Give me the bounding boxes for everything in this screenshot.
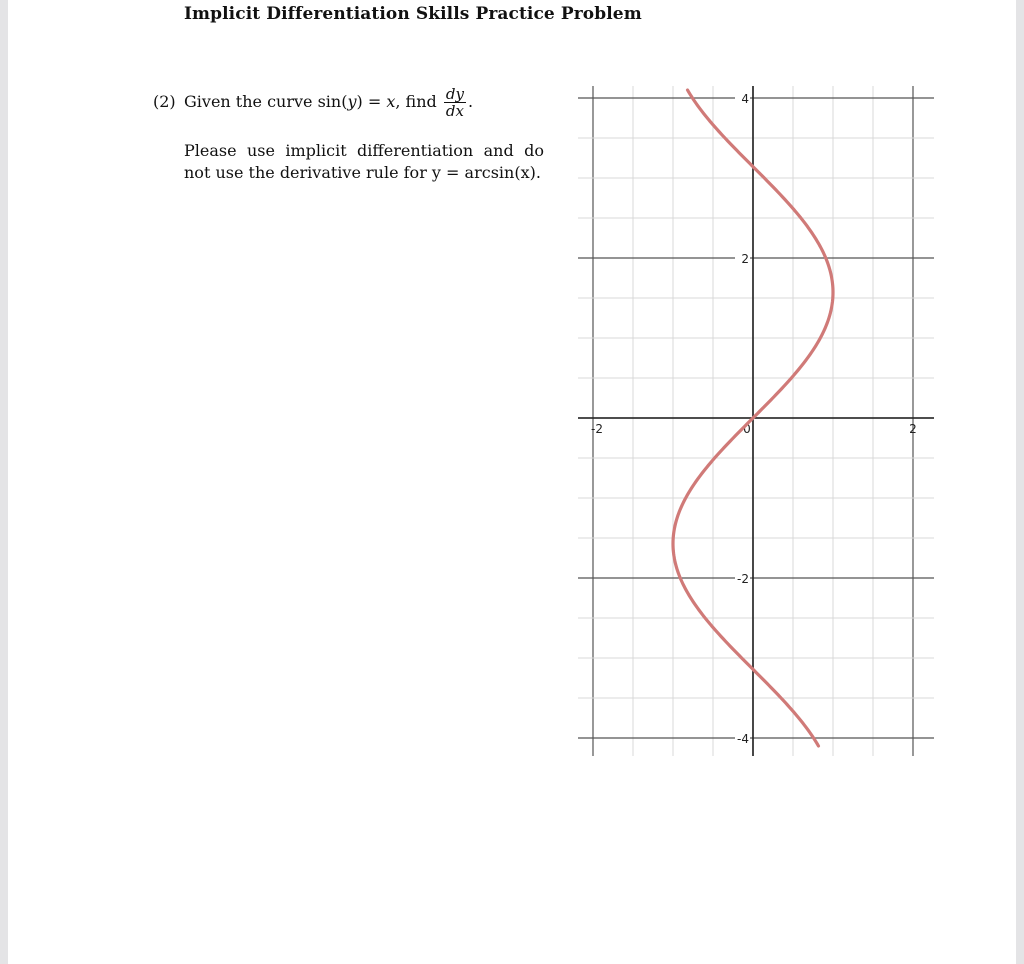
y-tick-label: -4 <box>737 732 749 746</box>
instruction-note: Please use implicit differentiation and do not use the derivative rule for y = arcsin(x). <box>184 141 544 182</box>
x-tick-label: 2 <box>909 422 917 436</box>
problem-period: . <box>467 92 474 111</box>
problem-statement <box>153 86 553 119</box>
x-tick-label: 0 <box>743 422 751 436</box>
y-tick-label: -2 <box>737 572 749 586</box>
problem-text-before: Given the curve sin( <box>184 92 348 111</box>
x-tick-label: -2 <box>591 422 603 436</box>
y-tick-label: 2 <box>741 252 749 266</box>
problem-var-y: y <box>347 92 357 111</box>
problem-text-after: , find <box>395 92 437 111</box>
y-tick-label: 4 <box>741 92 749 106</box>
fraction-denominator: dx <box>445 102 464 120</box>
sine-curve-plot <box>570 84 936 760</box>
derivative-fraction <box>444 86 466 119</box>
problem-number: (2) <box>153 92 176 111</box>
problem-text-middle: ) = <box>356 92 387 111</box>
fraction-numerator: dy <box>445 85 464 103</box>
page-title: Implicit Differentiation Skills Practice Problem <box>184 4 642 24</box>
graph-container <box>570 84 936 764</box>
problem-var-x: x <box>386 92 396 111</box>
document-page <box>8 0 1016 964</box>
